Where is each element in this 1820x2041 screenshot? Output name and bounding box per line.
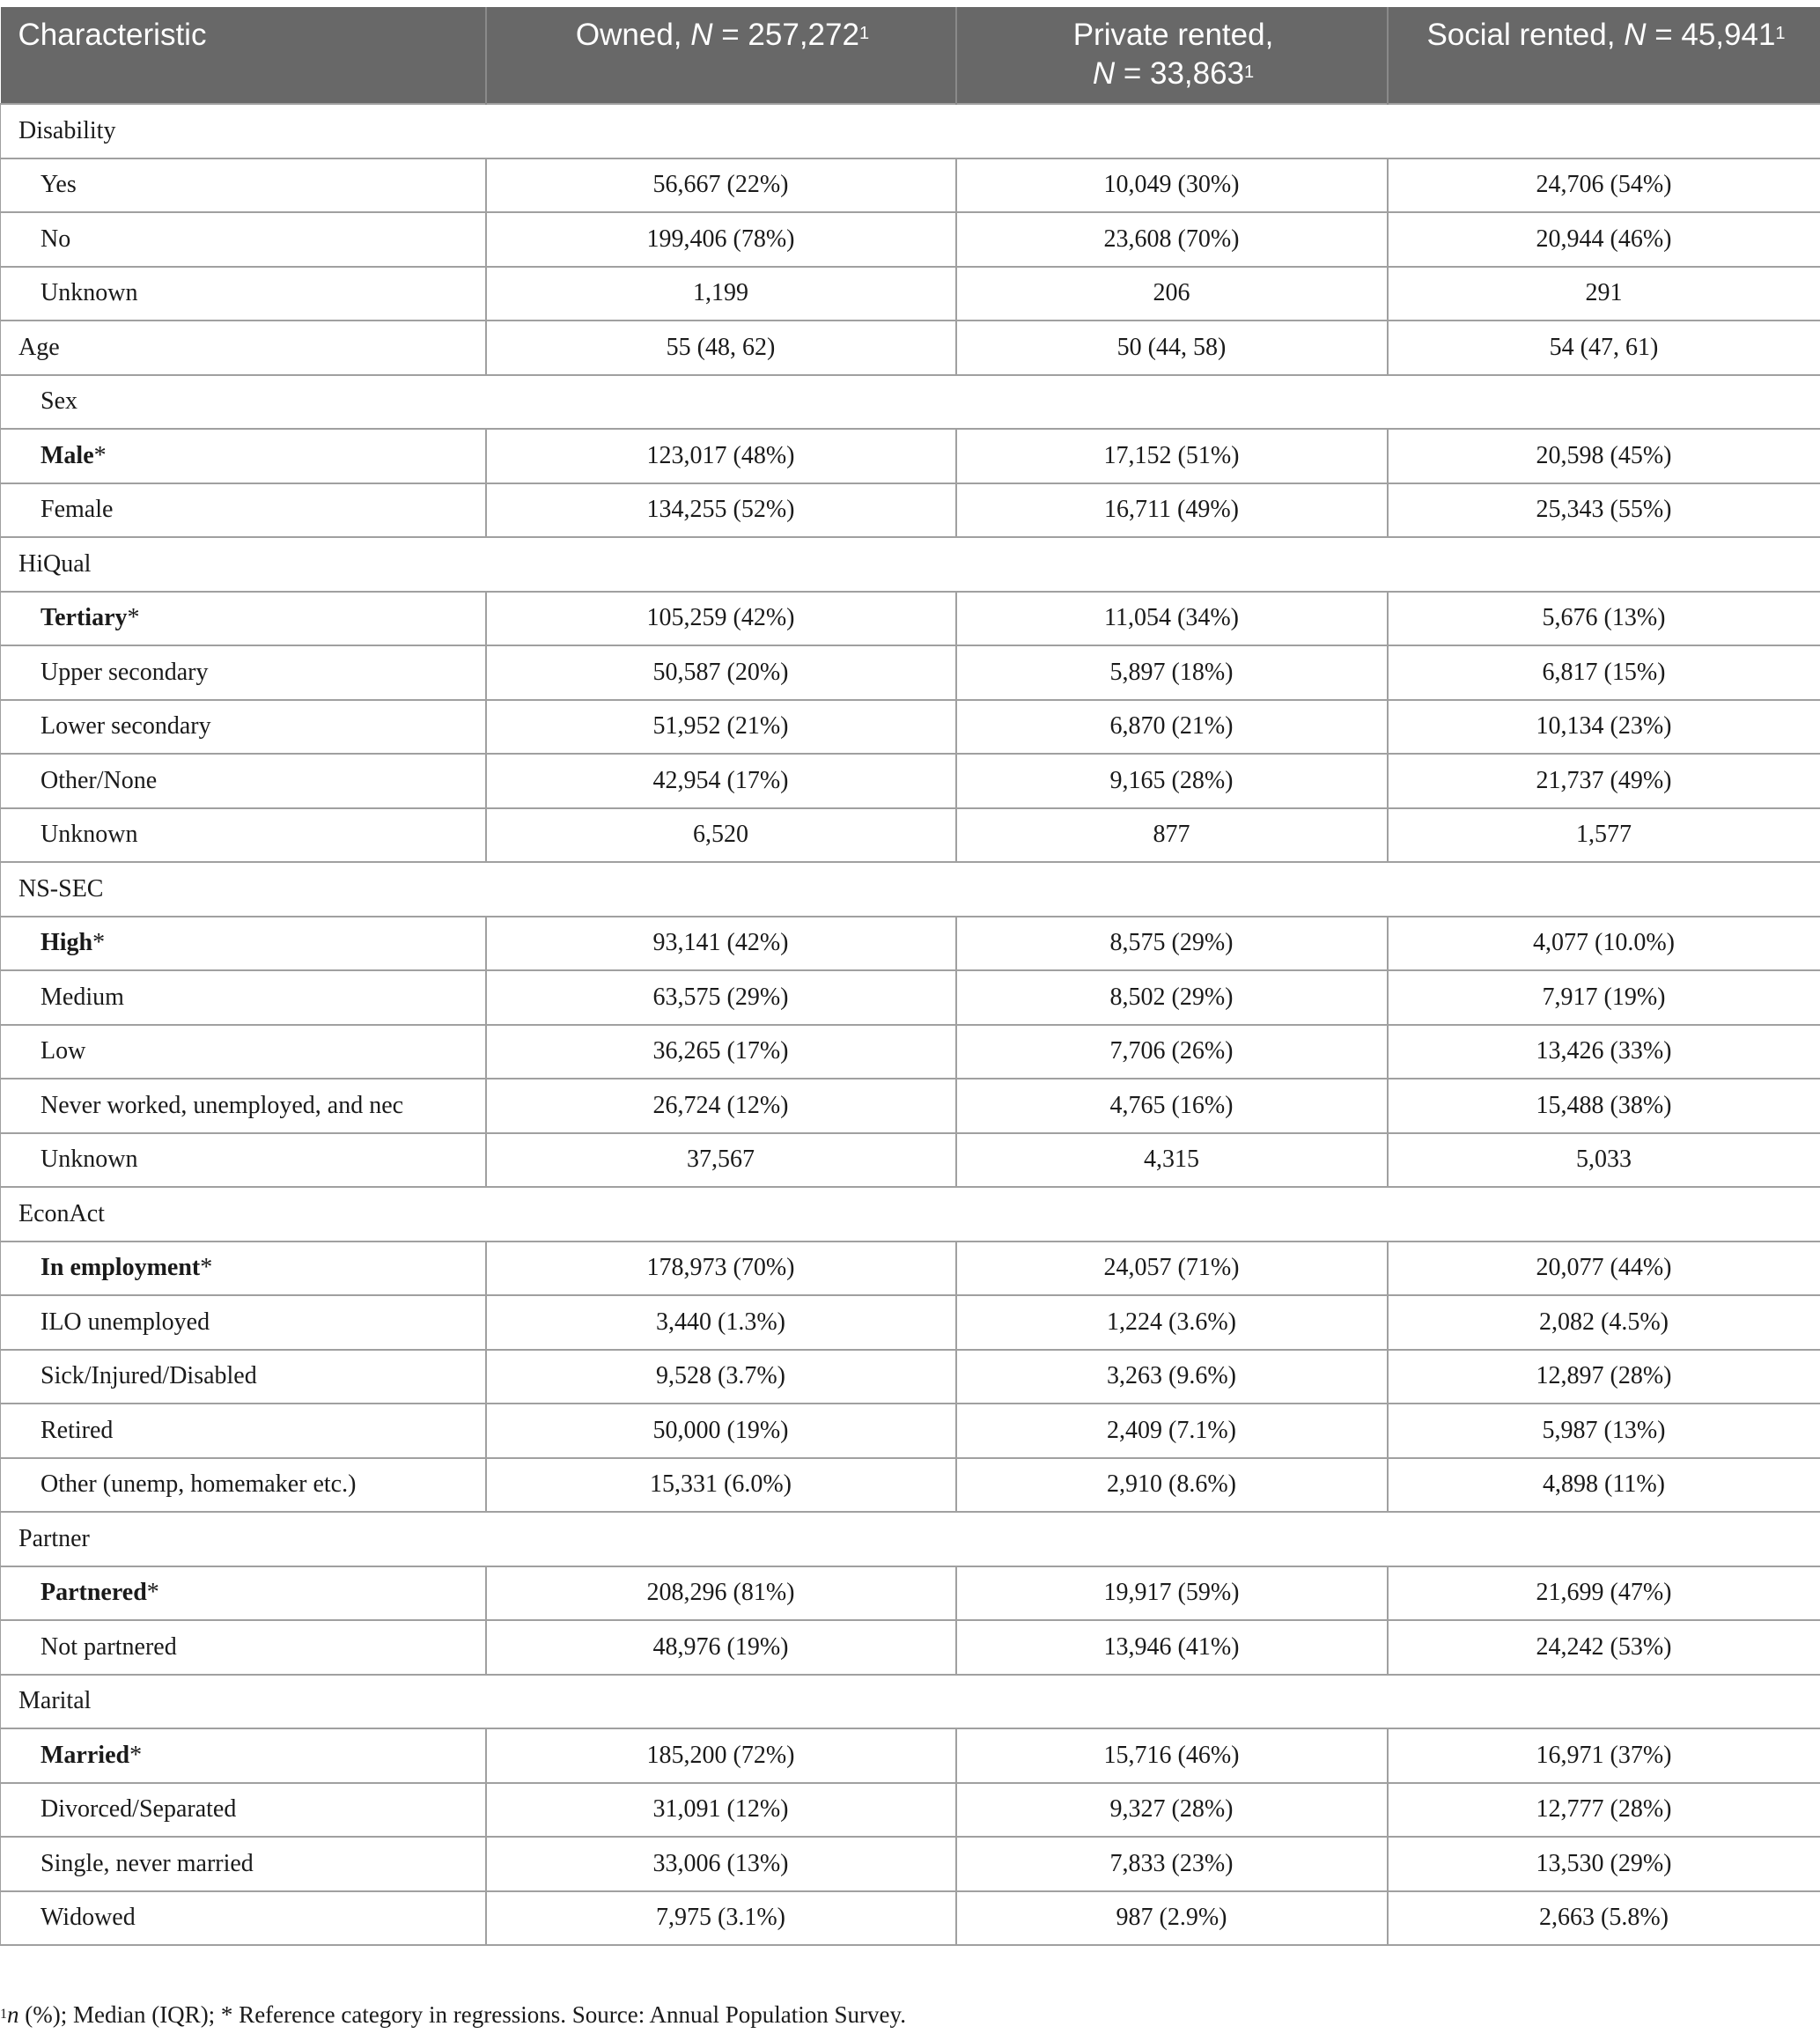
empty-cell: [486, 862, 956, 917]
cell-owned: 178,973 (70%): [486, 1242, 956, 1296]
section-label: NS-SEC: [1, 862, 486, 917]
header-private-rented: Private rented, $N = 33,863^1$: [956, 7, 1388, 104]
empty-cell: [1388, 1512, 1820, 1566]
empty-cell: [486, 1675, 956, 1729]
row-label-text: ILO unemployed: [41, 1308, 210, 1336]
cell-social: 20,944 (46%): [1388, 212, 1820, 267]
table-row: [1, 1350, 1820, 1404]
row-label-text: Female: [41, 496, 114, 524]
table-row: [1, 1891, 1820, 1946]
empty-cell: [486, 104, 956, 158]
table-row: [1, 1620, 1820, 1675]
row-label: [1, 483, 486, 538]
table-body: [1, 104, 1820, 1945]
cell-private: 2,409 (7.1%): [956, 1404, 1388, 1458]
table-row: [1, 1295, 1820, 1350]
empty-cell: [1388, 537, 1820, 592]
table-section-row: [1, 375, 1820, 430]
cell-private: 1,224 (3.6%): [956, 1295, 1388, 1350]
empty-cell: [1388, 1187, 1820, 1242]
table-row: [1, 970, 1820, 1025]
cell-social: 24,706 (54%): [1388, 158, 1820, 213]
cell-owned: 31,091 (12%): [486, 1783, 956, 1838]
row-label: [1, 592, 486, 646]
empty-cell: [956, 537, 1388, 592]
cell-private: 9,327 (28%): [956, 1783, 1388, 1838]
reference-marker: *: [146, 1579, 159, 1607]
cell-social: 5,033: [1388, 1133, 1820, 1188]
empty-cell: [1388, 862, 1820, 917]
cell-private: 16,711 (49%): [956, 483, 1388, 538]
row-label: [1, 1620, 486, 1675]
characteristics-table-container: [0, 7, 1820, 1946]
table-section-row: [1, 862, 1820, 917]
characteristics-table: [0, 7, 1820, 1946]
row-label-text: Unknown: [41, 279, 138, 307]
cell-private: 8,502 (29%): [956, 970, 1388, 1025]
header-social-rented: Social rented, $N = 45,941^1$: [1388, 7, 1820, 104]
table-row: [1, 1837, 1820, 1891]
table-section-row: [1, 1675, 1820, 1729]
cell-social: 15,488 (38%): [1388, 1079, 1820, 1133]
cell-social: 16,971 (37%): [1388, 1728, 1820, 1783]
cell-social: 7,917 (19%): [1388, 970, 1820, 1025]
cell-private: 11,054 (34%): [956, 592, 1388, 646]
cell-private: 13,946 (41%): [956, 1620, 1388, 1675]
row-label: [1, 321, 486, 375]
reference-marker: *: [92, 929, 106, 957]
reference-marker: *: [93, 441, 107, 469]
row-label: [1, 1458, 486, 1513]
row-label-text: Partnered: [41, 1579, 147, 1607]
cell-social: 25,343 (55%): [1388, 483, 1820, 538]
cell-social: 4,898 (11%): [1388, 1458, 1820, 1513]
row-label: [1, 1837, 486, 1891]
table-row: [1, 645, 1820, 700]
cell-social: 4,077 (10.0%): [1388, 917, 1820, 971]
empty-cell: [486, 1512, 956, 1566]
cell-social: 21,737 (49%): [1388, 754, 1820, 808]
table-row: [1, 267, 1820, 321]
section-label: Sex: [1, 375, 486, 430]
cell-private: 24,057 (71%): [956, 1242, 1388, 1296]
cell-private: 10,049 (30%): [956, 158, 1388, 213]
row-label-text: Married: [41, 1741, 130, 1769]
row-label: [1, 970, 486, 1025]
table-section-row: [1, 1512, 1820, 1566]
cell-private: 3,263 (9.6%): [956, 1350, 1388, 1404]
table-footnote: $^1$n (%); Median (IQR); * Reference category in regressions. Source: Annual Population Survey.: [0, 2001, 906, 2028]
row-label: [1, 267, 486, 321]
row-label-text: Upper secondary: [41, 658, 209, 686]
table-row: [1, 429, 1820, 483]
cell-private: 4,765 (16%): [956, 1079, 1388, 1133]
cell-owned: 63,575 (29%): [486, 970, 956, 1025]
cell-social: 12,897 (28%): [1388, 1350, 1820, 1404]
reference-marker: *: [129, 1741, 143, 1769]
table-row: [1, 321, 1820, 375]
row-label-text: Widowed: [41, 1904, 136, 1932]
cell-social: 13,426 (33%): [1388, 1025, 1820, 1079]
cell-social: 21,699 (47%): [1388, 1566, 1820, 1621]
table-row: [1, 1133, 1820, 1188]
cell-owned: 50,587 (20%): [486, 645, 956, 700]
cell-private: 15,716 (46%): [956, 1728, 1388, 1783]
reference-marker: *: [200, 1254, 213, 1282]
table-row: [1, 1079, 1820, 1133]
header-owned: Owned, $N = 257,272^1$: [486, 7, 956, 104]
cell-private: 2,910 (8.6%): [956, 1458, 1388, 1513]
cell-social: 2,082 (4.5%): [1388, 1295, 1820, 1350]
empty-cell: [956, 375, 1388, 430]
table-row: [1, 700, 1820, 755]
row-label-text: Yes: [41, 171, 77, 199]
row-label-text: Never worked, unemployed, and nec: [41, 1091, 404, 1119]
cell-social: 10,134 (23%): [1388, 700, 1820, 755]
row-label: [1, 808, 486, 863]
empty-cell: [486, 1187, 956, 1242]
row-label-text: Retired: [41, 1416, 114, 1444]
table-section-row: [1, 1187, 1820, 1242]
cell-private: 8,575 (29%): [956, 917, 1388, 971]
cell-social: 54 (47, 61): [1388, 321, 1820, 375]
cell-social: 2,663 (5.8%): [1388, 1891, 1820, 1946]
cell-social: 12,777 (28%): [1388, 1783, 1820, 1838]
cell-private: 17,152 (51%): [956, 429, 1388, 483]
cell-private: 5,897 (18%): [956, 645, 1388, 700]
row-label-text: Divorced/Separated: [41, 1795, 237, 1824]
cell-owned: 9,528 (3.7%): [486, 1350, 956, 1404]
cell-owned: 33,006 (13%): [486, 1837, 956, 1891]
section-label: HiQual: [1, 537, 486, 592]
cell-owned: 185,200 (72%): [486, 1728, 956, 1783]
row-label-text: Sick/Injured/Disabled: [41, 1362, 257, 1390]
header-characteristic: Characteristic: [1, 7, 486, 104]
cell-social: 6,817 (15%): [1388, 645, 1820, 700]
table-row: [1, 483, 1820, 538]
row-label: [1, 1295, 486, 1350]
empty-cell: [956, 1512, 1388, 1566]
cell-private: 4,315: [956, 1133, 1388, 1188]
cell-private: 9,165 (28%): [956, 754, 1388, 808]
table-section-row: [1, 537, 1820, 592]
table-row: [1, 1242, 1820, 1296]
cell-private: 7,706 (26%): [956, 1025, 1388, 1079]
row-label: [1, 754, 486, 808]
cell-social: 20,598 (45%): [1388, 429, 1820, 483]
reference-marker: *: [127, 604, 140, 632]
row-label: [1, 1350, 486, 1404]
row-label-text: In employment: [41, 1254, 201, 1282]
row-label-text: Low: [41, 1037, 86, 1065]
cell-private: 877: [956, 808, 1388, 863]
cell-owned: 42,954 (17%): [486, 754, 956, 808]
row-label-text: No: [41, 225, 71, 253]
cell-owned: 48,976 (19%): [486, 1620, 956, 1675]
empty-cell: [486, 375, 956, 430]
row-label: [1, 1242, 486, 1296]
row-label-text: Medium: [41, 983, 124, 1011]
table-row: [1, 808, 1820, 863]
row-label-text: Tertiary: [41, 604, 128, 632]
row-label: [1, 1728, 486, 1783]
table-header-row: [1, 7, 1820, 104]
empty-cell: [1388, 375, 1820, 430]
cell-owned: 93,141 (42%): [486, 917, 956, 971]
table-section-row: [1, 104, 1820, 158]
table-row: [1, 1025, 1820, 1079]
row-label-text: Other/None: [41, 766, 158, 794]
empty-cell: [956, 1675, 1388, 1729]
table-row: [1, 917, 1820, 971]
cell-owned: 50,000 (19%): [486, 1404, 956, 1458]
table-row: [1, 592, 1820, 646]
cell-owned: 55 (48, 62): [486, 321, 956, 375]
table-row: [1, 1783, 1820, 1838]
cell-private: 19,917 (59%): [956, 1566, 1388, 1621]
cell-owned: 15,331 (6.0%): [486, 1458, 956, 1513]
cell-owned: 105,259 (42%): [486, 592, 956, 646]
cell-social: 13,530 (29%): [1388, 1837, 1820, 1891]
section-label: Partner: [1, 1512, 486, 1566]
cell-owned: 123,017 (48%): [486, 429, 956, 483]
table-row: [1, 754, 1820, 808]
row-label-text: Unknown: [41, 1146, 138, 1174]
section-label: Marital: [1, 1675, 486, 1729]
cell-private: 6,870 (21%): [956, 700, 1388, 755]
cell-social: 291: [1388, 267, 1820, 321]
row-label: [1, 1404, 486, 1458]
cell-owned: 3,440 (1.3%): [486, 1295, 956, 1350]
cell-private: 206: [956, 267, 1388, 321]
cell-owned: 1,199: [486, 267, 956, 321]
row-label: [1, 1566, 486, 1621]
row-label: [1, 1133, 486, 1188]
cell-owned: 199,406 (78%): [486, 212, 956, 267]
empty-cell: [956, 862, 1388, 917]
row-label: [1, 1891, 486, 1946]
cell-private: 23,608 (70%): [956, 212, 1388, 267]
table-row: [1, 158, 1820, 213]
row-label: [1, 429, 486, 483]
cell-owned: 36,265 (17%): [486, 1025, 956, 1079]
row-label: [1, 1079, 486, 1133]
section-label: EconAct: [1, 1187, 486, 1242]
cell-owned: 37,567: [486, 1133, 956, 1188]
row-label-text: Male: [41, 441, 94, 469]
table-row: [1, 1566, 1820, 1621]
row-label-text: Other (unemp, homemaker etc.): [41, 1470, 357, 1499]
row-label-text: High: [41, 929, 93, 957]
cell-owned: 26,724 (12%): [486, 1079, 956, 1133]
cell-owned: 51,952 (21%): [486, 700, 956, 755]
empty-cell: [1388, 1675, 1820, 1729]
cell-owned: 208,296 (81%): [486, 1566, 956, 1621]
cell-social: 24,242 (53%): [1388, 1620, 1820, 1675]
row-label: [1, 1783, 486, 1838]
row-label-text: Lower secondary: [41, 712, 211, 741]
row-label: [1, 700, 486, 755]
cell-social: 20,077 (44%): [1388, 1242, 1820, 1296]
table-row: [1, 1458, 1820, 1513]
row-label: [1, 645, 486, 700]
table-row: [1, 1728, 1820, 1783]
row-label: [1, 917, 486, 971]
section-label: Disability: [1, 104, 486, 158]
table-row: [1, 1404, 1820, 1458]
row-label-text: Unknown: [41, 821, 138, 849]
cell-social: 1,577: [1388, 808, 1820, 863]
row-label-text: Single, never married: [41, 1849, 254, 1877]
row-label-text: Age: [18, 333, 60, 361]
cell-owned: 7,975 (3.1%): [486, 1891, 956, 1946]
table-row: [1, 212, 1820, 267]
cell-social: 5,987 (13%): [1388, 1404, 1820, 1458]
empty-cell: [956, 104, 1388, 158]
cell-private: 7,833 (23%): [956, 1837, 1388, 1891]
row-label: [1, 212, 486, 267]
row-label-text: Not partnered: [41, 1632, 177, 1661]
empty-cell: [956, 1187, 1388, 1242]
row-label: [1, 1025, 486, 1079]
cell-owned: 56,667 (22%): [486, 158, 956, 213]
empty-cell: [486, 537, 956, 592]
row-label: [1, 158, 486, 213]
cell-owned: 134,255 (52%): [486, 483, 956, 538]
cell-social: 5,676 (13%): [1388, 592, 1820, 646]
cell-private: 987 (2.9%): [956, 1891, 1388, 1946]
empty-cell: [1388, 104, 1820, 158]
cell-owned: 6,520: [486, 808, 956, 863]
cell-private: 50 (44, 58): [956, 321, 1388, 375]
